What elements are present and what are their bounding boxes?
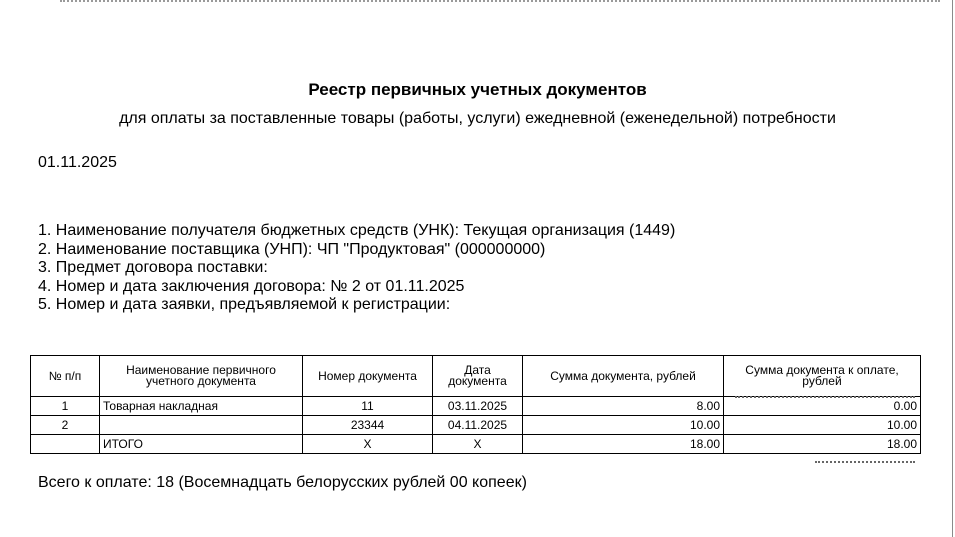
cell-total-pay-sum: 18.00 [724, 435, 921, 454]
cell-doc-date: 03.11.2025 [433, 397, 523, 416]
cell-doc-number: Х [303, 435, 433, 454]
cell-number: 1 [31, 397, 100, 416]
cell-doc-name: Товарная накладная [100, 397, 303, 416]
dotted-guide [735, 396, 915, 400]
cell-number [31, 435, 100, 454]
cell-doc-date: Х [433, 435, 523, 454]
cell-doc-number: 23344 [303, 416, 433, 435]
header-pay-sum: Сумма документа к оплате, рублей [724, 356, 921, 397]
table-total-row [31, 435, 921, 454]
header-doc-name: Наименование первичного учетного документа [100, 356, 303, 397]
field-recipient: 1. Наименование получателя бюджетных средств (УНК): Текущая организация (1449) [38, 222, 676, 239]
cell-doc-sum: 10.00 [523, 416, 724, 435]
cell-doc-sum: 8.00 [523, 397, 724, 416]
cell-doc-date: 04.11.2025 [433, 416, 523, 435]
table-header-row [31, 356, 921, 397]
page-top-edge [60, 0, 940, 5]
registry-table [30, 355, 921, 454]
cell-pay-sum: 10.00 [724, 416, 921, 435]
dotted-guide [815, 461, 915, 465]
cell-number: 2 [31, 416, 100, 435]
cell-total-label: ИТОГО [100, 435, 303, 454]
header-doc-date: Дата документа [433, 356, 523, 397]
field-request: 5. Номер и дата заявки, предъявляемой к регистрации: [38, 296, 451, 313]
cell-doc-number: 11 [303, 397, 433, 416]
header-number: № п/п [31, 356, 100, 397]
field-subject: 3. Предмет договора поставки: [38, 259, 268, 276]
document-date: 01.11.2025 [38, 154, 117, 171]
header-doc-number: Номер документа [303, 356, 433, 397]
field-contract: 4. Номер и дата заключения договора: № 2 от 01.11.2025 [38, 277, 465, 295]
header-doc-sum: Сумма документа, рублей [523, 356, 724, 397]
document-subtitle: для оплаты за поставленные товары (работы, услуги) ежедневной (еженедельной) потребности [119, 110, 836, 127]
cell-pay-sum: 0.00 [724, 397, 921, 416]
document-fields [38, 222, 675, 315]
cell-doc-name [100, 416, 303, 435]
table-row [31, 416, 921, 435]
field-supplier: 2. Наименование поставщика (УНП): ЧП "Продуктовая" (000000000) [38, 240, 546, 258]
document-title: Реестр первичных учетных документов [308, 80, 647, 99]
cell-total-doc-sum: 18.00 [523, 435, 724, 454]
total-payment-text: Всего к оплате: 18 (Восемнадцать белорусских рублей 00 копеек) [38, 474, 527, 491]
